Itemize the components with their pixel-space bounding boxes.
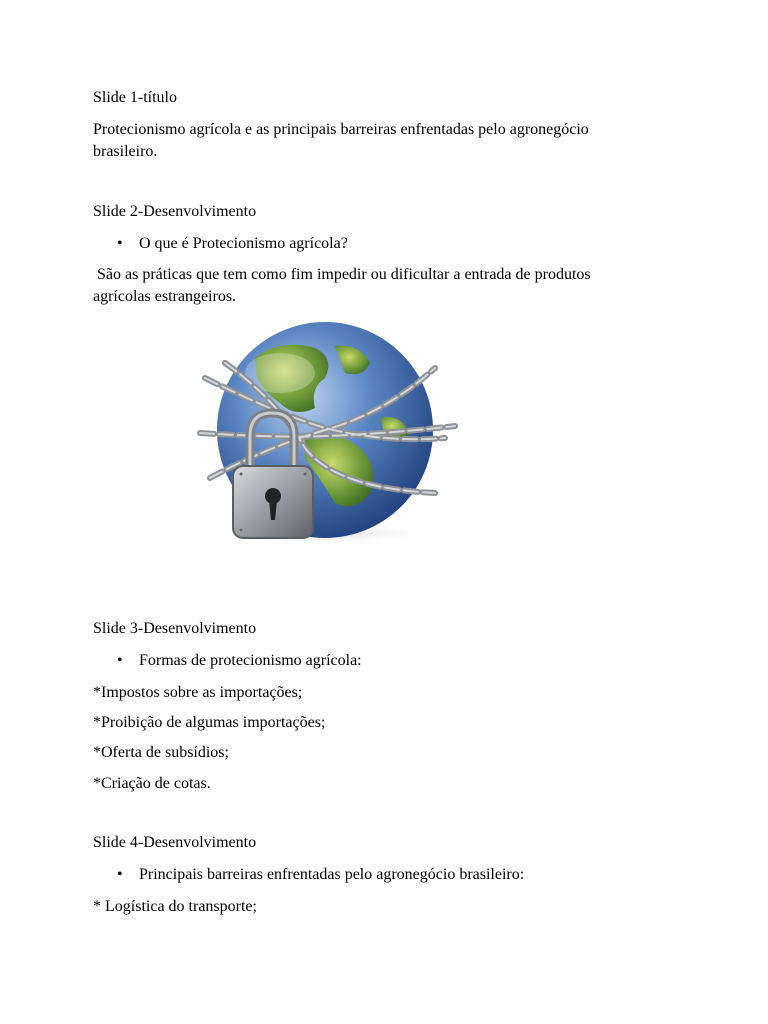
chained-globe-padlock-icon <box>185 318 465 548</box>
bullet-icon: • <box>117 866 123 883</box>
slide4-bullet-item <box>117 864 524 886</box>
slide2-heading: Slide 2-Desenvolvimento <box>93 203 257 220</box>
slide3-heading: Slide 3-Desenvolvimento <box>93 620 257 637</box>
slide3-item: *Impostos sobre as importações; <box>93 684 303 701</box>
slide4-item: * Logística do transporte; <box>93 898 257 915</box>
slide2-paragraph-line1: São as práticas que tem como fim impedir ou dificultar a entrada de produtos <box>93 266 591 283</box>
slide2-bullet-item <box>117 233 348 255</box>
slide1-title-line1: Protecionismo agrícola e as principais barreiras enfrentadas pelo agronegócio <box>93 121 589 138</box>
slide2-paragraph-line2: agrícolas estrangeiros. <box>93 288 237 305</box>
slide1-title-line2: brasileiro. <box>93 143 158 160</box>
slide3-item: *Proibição de algumas importações; <box>93 714 326 731</box>
slide3-item: *Criação de cotas. <box>93 775 211 792</box>
bullet-icon: • <box>117 235 123 252</box>
bullet-icon: • <box>117 652 123 669</box>
slide2-bullet-text: O que é Protecionismo agrícola? <box>139 235 348 252</box>
slide4-bullet-text: Principais barreiras enfrentadas pelo agronegócio brasileiro: <box>139 866 525 883</box>
slide4-heading: Slide 4-Desenvolvimento <box>93 834 257 851</box>
slide3-bullet-item <box>117 650 362 672</box>
slide1-heading: Slide 1-título <box>93 89 177 106</box>
slide3-item: *Oferta de subsídios; <box>93 744 229 761</box>
slide3-bullet-text: Formas de protecionismo agrícola: <box>139 652 362 669</box>
